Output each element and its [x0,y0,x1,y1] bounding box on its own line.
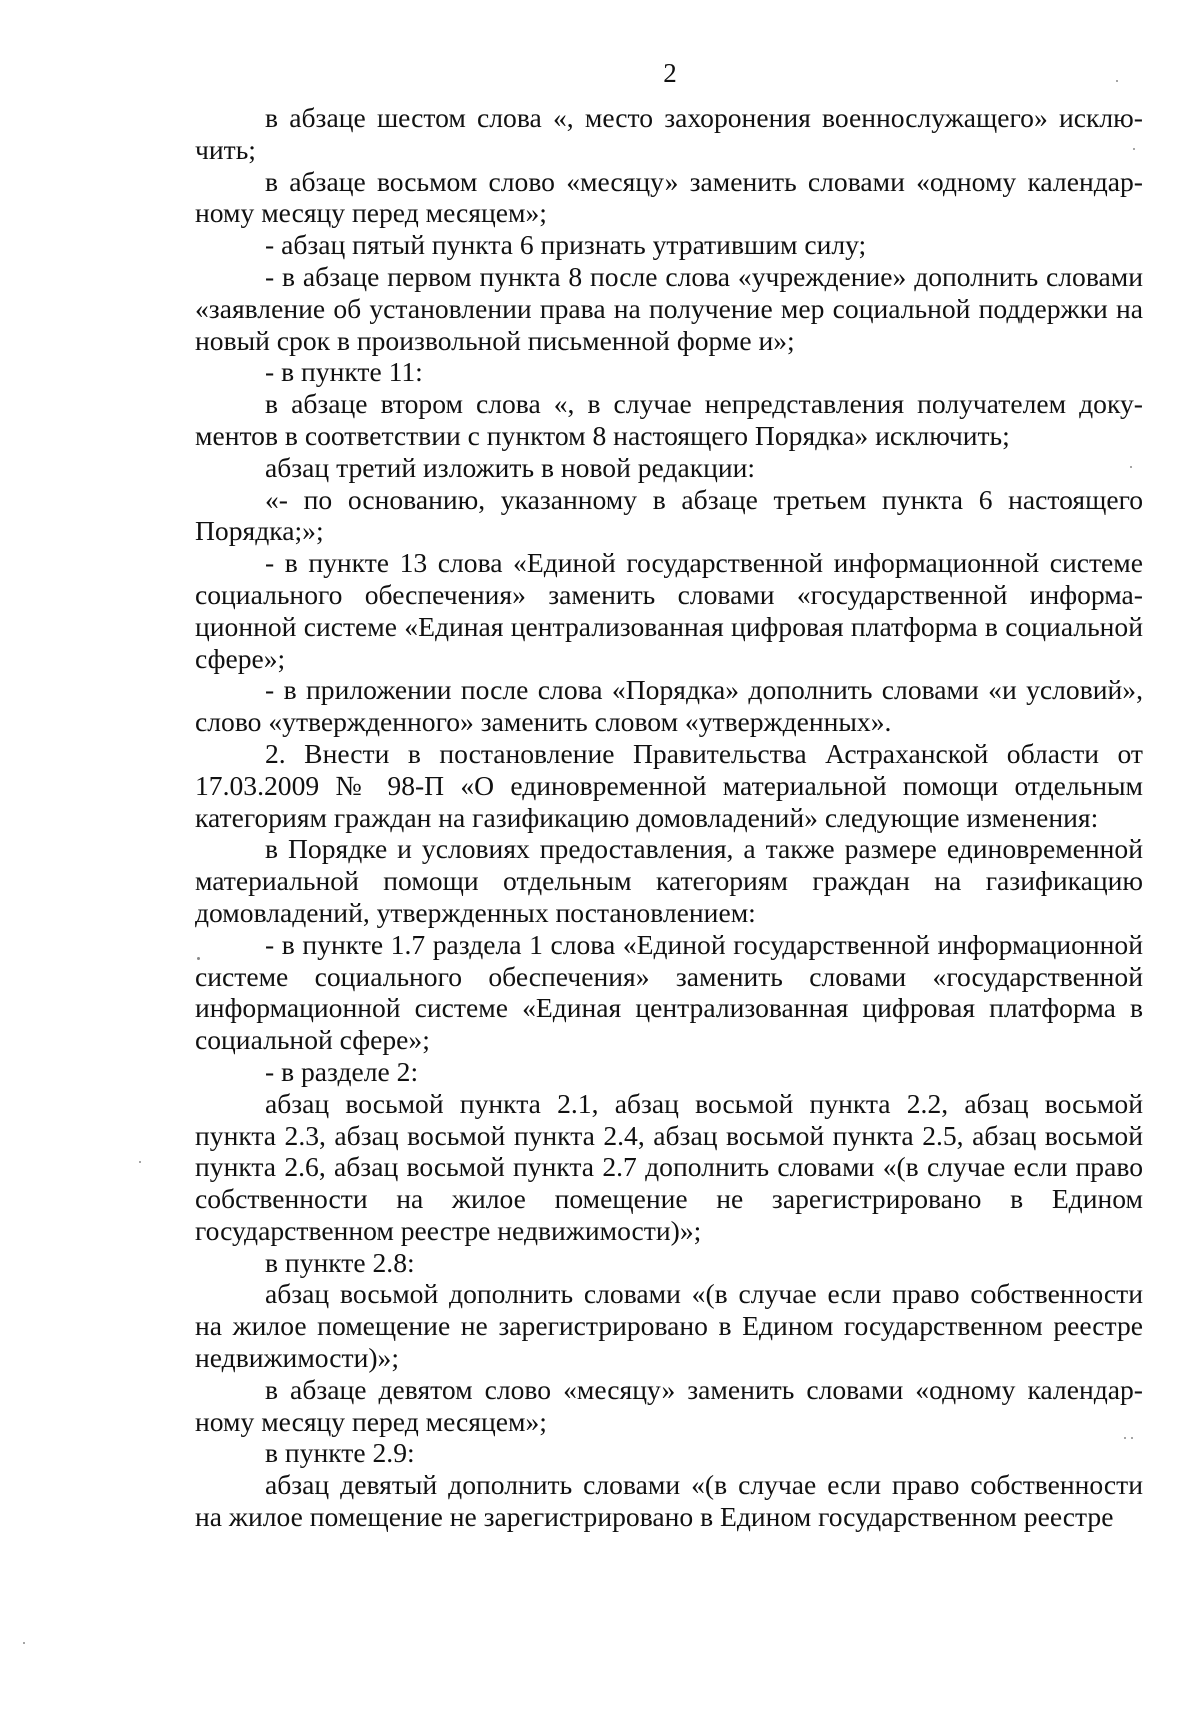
paragraph: - абзац пятый пункта 6 признать утратившим силу; [265,229,867,261]
scan-speck [139,1161,141,1163]
paragraph: в пункте 2.9: [265,1437,415,1469]
scan-speck [1116,80,1118,82]
scan-speck [23,1642,25,1644]
paragraph: в абзаце девятом слово «месяцу» заменить словами «одному календарному месяцу перед месяцем»; [195,1373,1143,1437]
paragraph: - в абзаце первом пункта 8 после слова «учреждение» дополнить словами «заявление об установлении права на получение мер социальной поддержки на новый срок в произвольной письменной форме и»; [195,260,1143,356]
paragraph: в Порядке и условиях предоставления, а также размере единовременной материальной помощи отдельным категориям граждан на газификацию домовладений, утвержденных постановлением: [195,833,1143,928]
paragraph: абзац третий изложить в новой редакции: [265,451,756,483]
scan-speck [1133,148,1135,150]
paragraph: «- по основанию, указанному в абзаце третьем пункта 6 настоящего Порядка;»; [195,483,1143,547]
paragraph: - в пункте 11: [265,356,423,388]
scan-speck [1130,466,1132,468]
paragraph: 2. Внести в постановление Правительства Астраханской области от 17.03.2009 № 98-П «О единовременной материальной помощи отдельным категориям граждан на газификацию домовладений» следующие изменения: [195,737,1143,833]
scan-speck [1131,1437,1133,1439]
paragraph: - в разделе 2: [265,1055,419,1087]
paragraph: - в приложении после слова «Порядка» дополнить словами «и условий», слово «утвержденного» заменить словом «утвержденных». [195,674,1143,738]
scan-speck [197,957,200,960]
paragraph: - в пункте 1.7 раздела 1 слова «Единой государственной информационной системе социального обеспечения» заменить словами «государственной информационной системе «Единая централизованная цифровая платформа в социальной сфере»; [195,928,1143,1056]
paragraph: в пункте 2.8: [265,1246,415,1278]
paragraph: в абзаце восьмом слово «месяцу» заменить словами «одному календарному месяцу перед месяцем»; [195,165,1143,229]
page-number: 2 [663,58,677,88]
paragraph: абзац восьмой пункта 2.1, абзац восьмой пункта 2.2, абзац восьмой пункта 2.3, абзац восьмой пункта 2.4, абзац восьмой пункта 2.5, абзац восьмой пункта 2.6, абзац восьмой пункта 2.7 дополнить словами «(в случае если право собственности на жилое помещение не зарегистрировано в Едином государственном реестре недвижимости)»; [195,1087,1143,1246]
scan-speck [1124,1437,1126,1439]
paragraph: абзац восьмой дополнить словами «(в случае если право собственности на жилое помещение не зарегистрировано в Едином государственном реестре недвижимости)»; [195,1278,1143,1374]
paragraph: абзац девятый дополнить словами «(в случае если право собственности на жилое помещение не зарегистрировано в Едином государственном реестре [195,1469,1143,1533]
paragraph: в абзаце втором слова «, в случае непредставления получателем документов в соответствии с пунктом 8 настоящего Порядка» исключить; [195,388,1143,451]
paragraph: - в пункте 13 слова «Единой государственной информационной системе социального обеспечения» заменить словами «государственной информационной системе «Единая централизованная цифровая платформа в социальной сфере»; [195,547,1143,674]
document-body [195,102,1143,1533]
paragraph: в абзаце шестом слова «, место захоронения военнослужащего» исключить; [195,102,1143,165]
